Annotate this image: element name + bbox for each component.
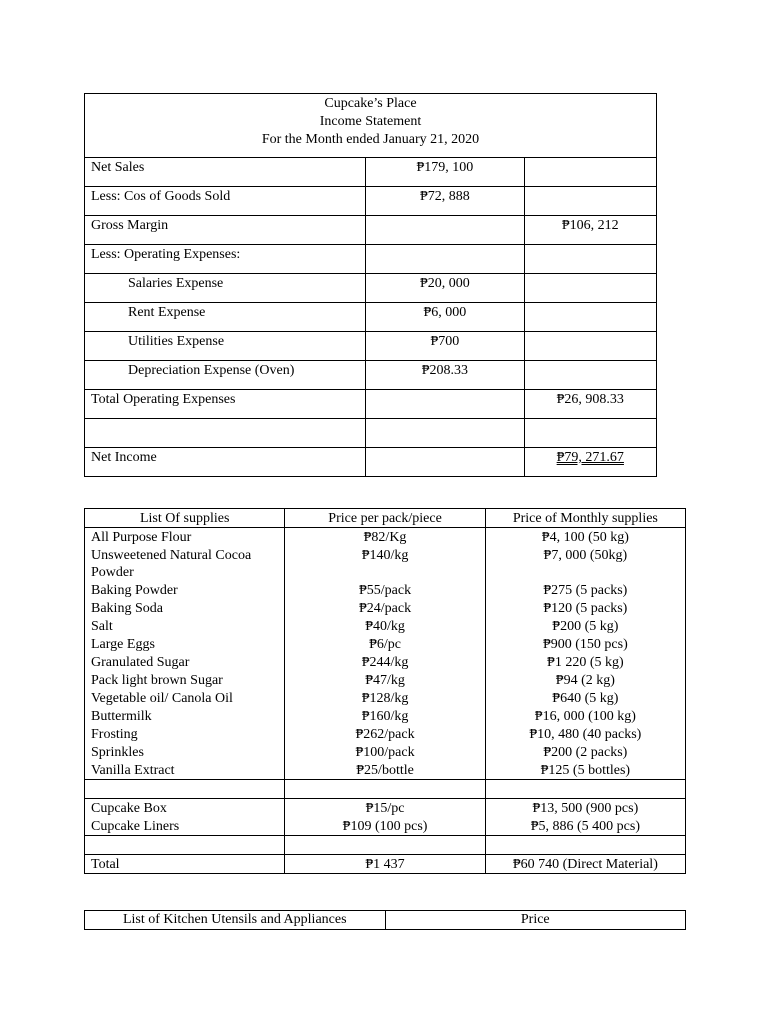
table-row xyxy=(85,780,686,799)
supply-unit-price xyxy=(285,836,485,855)
supply-unit-price: ₱24/pack xyxy=(285,599,485,617)
supply-unit-price: ₱15/pc xyxy=(285,799,485,818)
table-row xyxy=(85,761,686,780)
row-total xyxy=(524,274,656,303)
supply-unit-price: ₱262/pack xyxy=(285,725,485,743)
row-amount xyxy=(366,419,524,448)
table-row xyxy=(85,599,686,617)
row-total xyxy=(524,187,656,216)
row-total xyxy=(524,303,656,332)
table-row xyxy=(85,581,686,599)
table-row xyxy=(85,707,686,725)
row-label: Net Income xyxy=(85,448,366,477)
supply-unit-price: ₱40/kg xyxy=(285,617,485,635)
column-header: List Of supplies xyxy=(85,509,285,528)
supply-name: Frosting xyxy=(85,725,285,743)
supply-monthly-price: ₱200 (5 kg) xyxy=(485,617,685,635)
row-label: Gross Margin xyxy=(85,216,366,245)
row-total xyxy=(524,361,656,390)
supply-monthly-price: ₱120 (5 packs) xyxy=(485,599,685,617)
table-row xyxy=(85,303,657,332)
table-row xyxy=(85,390,657,419)
statement-period: For the Month ended January 21, 2020 xyxy=(261,132,480,147)
row-label: Rent Expense xyxy=(85,303,366,332)
table-row xyxy=(85,361,657,390)
row-total: ₱106, 212 xyxy=(524,216,656,245)
row-label: Net Sales xyxy=(85,158,366,187)
supply-monthly-price: ₱200 (2 packs) xyxy=(485,743,685,761)
row-amount: ₱208.33 xyxy=(366,361,524,390)
kitchen-utensils-table xyxy=(84,910,686,930)
table-row xyxy=(85,855,686,874)
row-label: Salaries Expense xyxy=(85,274,366,303)
table-row xyxy=(85,689,686,707)
table-row xyxy=(85,187,657,216)
row-total: ₱26, 908.33 xyxy=(524,390,656,419)
supply-monthly-price: ₱13, 500 (900 pcs) xyxy=(485,799,685,818)
row-amount: ₱20, 000 xyxy=(366,274,524,303)
table-row xyxy=(85,836,686,855)
table-row xyxy=(85,245,657,274)
supply-name: Cupcake Liners xyxy=(85,817,285,836)
table-row xyxy=(85,274,657,303)
table-row xyxy=(85,653,686,671)
supply-name: All Purpose Flour xyxy=(85,528,285,547)
supplies-body xyxy=(85,528,686,874)
supply-name: Vegetable oil/ Canola Oil xyxy=(85,689,285,707)
income-statement-table xyxy=(84,93,657,477)
supply-name: Unsweetened Natural Cocoa Powder xyxy=(85,546,285,581)
table-row xyxy=(85,617,686,635)
supply-monthly-price: ₱275 (5 packs) xyxy=(485,581,685,599)
row-total xyxy=(524,419,656,448)
supply-monthly-price: ₱640 (5 kg) xyxy=(485,689,685,707)
supply-unit-price: ₱109 (100 pcs) xyxy=(285,817,485,836)
supply-name: Granulated Sugar xyxy=(85,653,285,671)
company-name: Cupcake’s Place xyxy=(324,96,417,111)
supply-unit-price: ₱128/kg xyxy=(285,689,485,707)
table-row xyxy=(85,332,657,361)
table-row xyxy=(85,546,686,581)
supply-name: Cupcake Box xyxy=(85,799,285,818)
row-total xyxy=(524,245,656,274)
column-header: Price per pack/piece xyxy=(285,509,485,528)
supply-name: Total xyxy=(85,855,285,874)
row-total xyxy=(524,158,656,187)
table-row xyxy=(85,528,686,547)
row-amount: ₱700 xyxy=(366,332,524,361)
supply-unit-price: ₱6/pc xyxy=(285,635,485,653)
supply-name xyxy=(85,836,285,855)
row-total xyxy=(524,332,656,361)
supply-name: Pack light brown Sugar xyxy=(85,671,285,689)
supply-unit-price: ₱244/kg xyxy=(285,653,485,671)
row-amount: ₱179, 100 xyxy=(366,158,524,187)
supply-name: Salt xyxy=(85,617,285,635)
supply-name: Large Eggs xyxy=(85,635,285,653)
supply-unit-price: ₱82/Kg xyxy=(285,528,485,547)
table-row xyxy=(85,448,657,477)
row-label: Total Operating Expenses xyxy=(85,390,366,419)
supply-name: Sprinkles xyxy=(85,743,285,761)
row-amount xyxy=(366,216,524,245)
table-row xyxy=(85,635,686,653)
supply-monthly-price: ₱16, 000 (100 kg) xyxy=(485,707,685,725)
supply-monthly-price: ₱4, 100 (50 kg) xyxy=(485,528,685,547)
table-row xyxy=(85,419,657,448)
table-row xyxy=(85,671,686,689)
supply-monthly-price: ₱1 220 (5 kg) xyxy=(485,653,685,671)
table-row xyxy=(85,216,657,245)
row-label: Utilities Expense xyxy=(85,332,366,361)
table-row xyxy=(85,799,686,818)
row-label: Depreciation Expense (Oven) xyxy=(85,361,366,390)
column-header: Price xyxy=(385,911,685,930)
supply-unit-price: ₱1 437 xyxy=(285,855,485,874)
supply-name: Vanilla Extract xyxy=(85,761,285,780)
row-label xyxy=(85,419,366,448)
supply-monthly-price: ₱125 (5 bottles) xyxy=(485,761,685,780)
row-amount xyxy=(366,245,524,274)
supply-monthly-price xyxy=(485,780,685,799)
supplies-table xyxy=(84,508,686,874)
supply-monthly-price: ₱7, 000 (50kg) xyxy=(485,546,685,581)
statement-title: Income Statement xyxy=(319,114,422,129)
row-label: Less: Operating Expenses: xyxy=(85,245,366,274)
supply-monthly-price: ₱94 (2 kg) xyxy=(485,671,685,689)
supply-monthly-price: ₱5, 886 (5 400 pcs) xyxy=(485,817,685,836)
supply-unit-price xyxy=(285,780,485,799)
table-row xyxy=(85,725,686,743)
supply-name xyxy=(85,780,285,799)
column-header: List of Kitchen Utensils and Appliances xyxy=(85,911,386,930)
supply-name: Baking Soda xyxy=(85,599,285,617)
row-amount xyxy=(366,390,524,419)
supply-unit-price: ₱47/kg xyxy=(285,671,485,689)
net-income-value: ₱79, 271.67 xyxy=(556,450,624,465)
table-header-row xyxy=(85,509,686,528)
table-header-row xyxy=(85,911,686,930)
row-amount xyxy=(366,448,524,477)
supply-monthly-price: ₱10, 480 (40 packs) xyxy=(485,725,685,743)
row-amount: ₱72, 888 xyxy=(366,187,524,216)
supply-monthly-price: ₱900 (150 pcs) xyxy=(485,635,685,653)
column-header: Price of Monthly supplies xyxy=(485,509,685,528)
supply-monthly-price xyxy=(485,836,685,855)
supply-monthly-price: ₱60 740 (Direct Material) xyxy=(485,855,685,874)
row-label: Less: Cos of Goods Sold xyxy=(85,187,366,216)
net-income-total xyxy=(524,448,656,477)
income-statement-heading xyxy=(85,94,657,158)
row-amount: ₱6, 000 xyxy=(366,303,524,332)
supply-name: Baking Powder xyxy=(85,581,285,599)
table-row xyxy=(85,817,686,836)
supply-unit-price: ₱55/pack xyxy=(285,581,485,599)
supply-unit-price: ₱160/kg xyxy=(285,707,485,725)
supply-unit-price: ₱140/kg xyxy=(285,546,485,581)
table-row xyxy=(85,743,686,761)
supply-unit-price: ₱25/bottle xyxy=(285,761,485,780)
table-row xyxy=(85,158,657,187)
supply-name: Buttermilk xyxy=(85,707,285,725)
supply-unit-price: ₱100/pack xyxy=(285,743,485,761)
